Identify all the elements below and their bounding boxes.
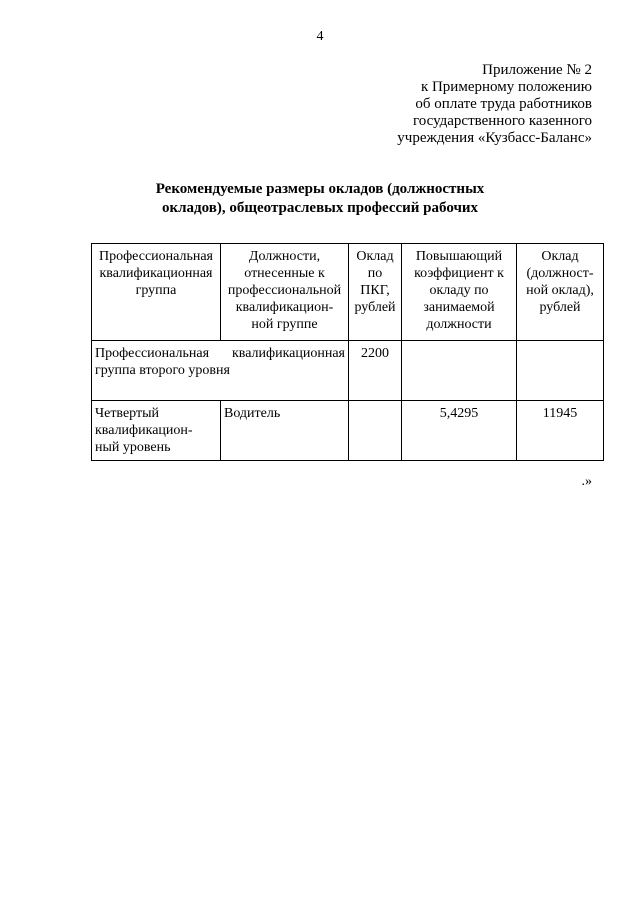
table-row bbox=[92, 401, 604, 461]
header-base-salary: Оклад по ПКГ, рублей bbox=[349, 244, 402, 341]
appendix-line: к Примерному положению bbox=[420, 79, 592, 95]
base-salary-cell bbox=[349, 401, 402, 461]
empty-cell bbox=[402, 341, 517, 401]
title-line: Рекомендуемые размеры окладов (должностных bbox=[155, 181, 485, 197]
closing-quote-mark: .» bbox=[581, 474, 592, 489]
header-group: Профессиональная квалификационная группа bbox=[92, 244, 221, 341]
level-cell: Четвертый квалификацион- ный уровень bbox=[92, 401, 221, 461]
title-line: окладов), общеотраслевых профессий рабочих bbox=[161, 200, 479, 216]
table-row bbox=[92, 341, 604, 401]
document-title bbox=[0, 180, 640, 218]
page-number: 4 bbox=[316, 29, 324, 44]
group-name-line: группа второго уровня bbox=[95, 363, 230, 378]
appendix-block bbox=[332, 62, 592, 147]
position-cell: Водитель bbox=[221, 401, 349, 461]
group-name-line: Профессиональная квалификационная bbox=[95, 346, 345, 361]
header-salary: Оклад (должност- ной оклад), рублей bbox=[517, 244, 604, 341]
base-salary-cell: 2200 bbox=[349, 341, 402, 401]
appendix-line: государственного казенного bbox=[412, 113, 592, 129]
header-coefficient: Повышающий коэффициент к окладу по занимаемой должности bbox=[402, 244, 517, 341]
salary-cell: 11945 bbox=[517, 401, 604, 461]
table-header-row bbox=[92, 244, 604, 341]
empty-cell bbox=[517, 341, 604, 401]
appendix-line: Приложение № 2 bbox=[482, 62, 592, 78]
appendix-line: учреждения «Кузбасс-Баланс» bbox=[397, 130, 592, 146]
salary-table bbox=[91, 243, 604, 461]
appendix-line: об оплате труда работников bbox=[415, 96, 592, 112]
group-name-cell bbox=[92, 341, 349, 401]
header-positions: Должности, отнесенные к профессиональной квалификацион- ной группе bbox=[221, 244, 349, 341]
coefficient-cell: 5,4295 bbox=[402, 401, 517, 461]
